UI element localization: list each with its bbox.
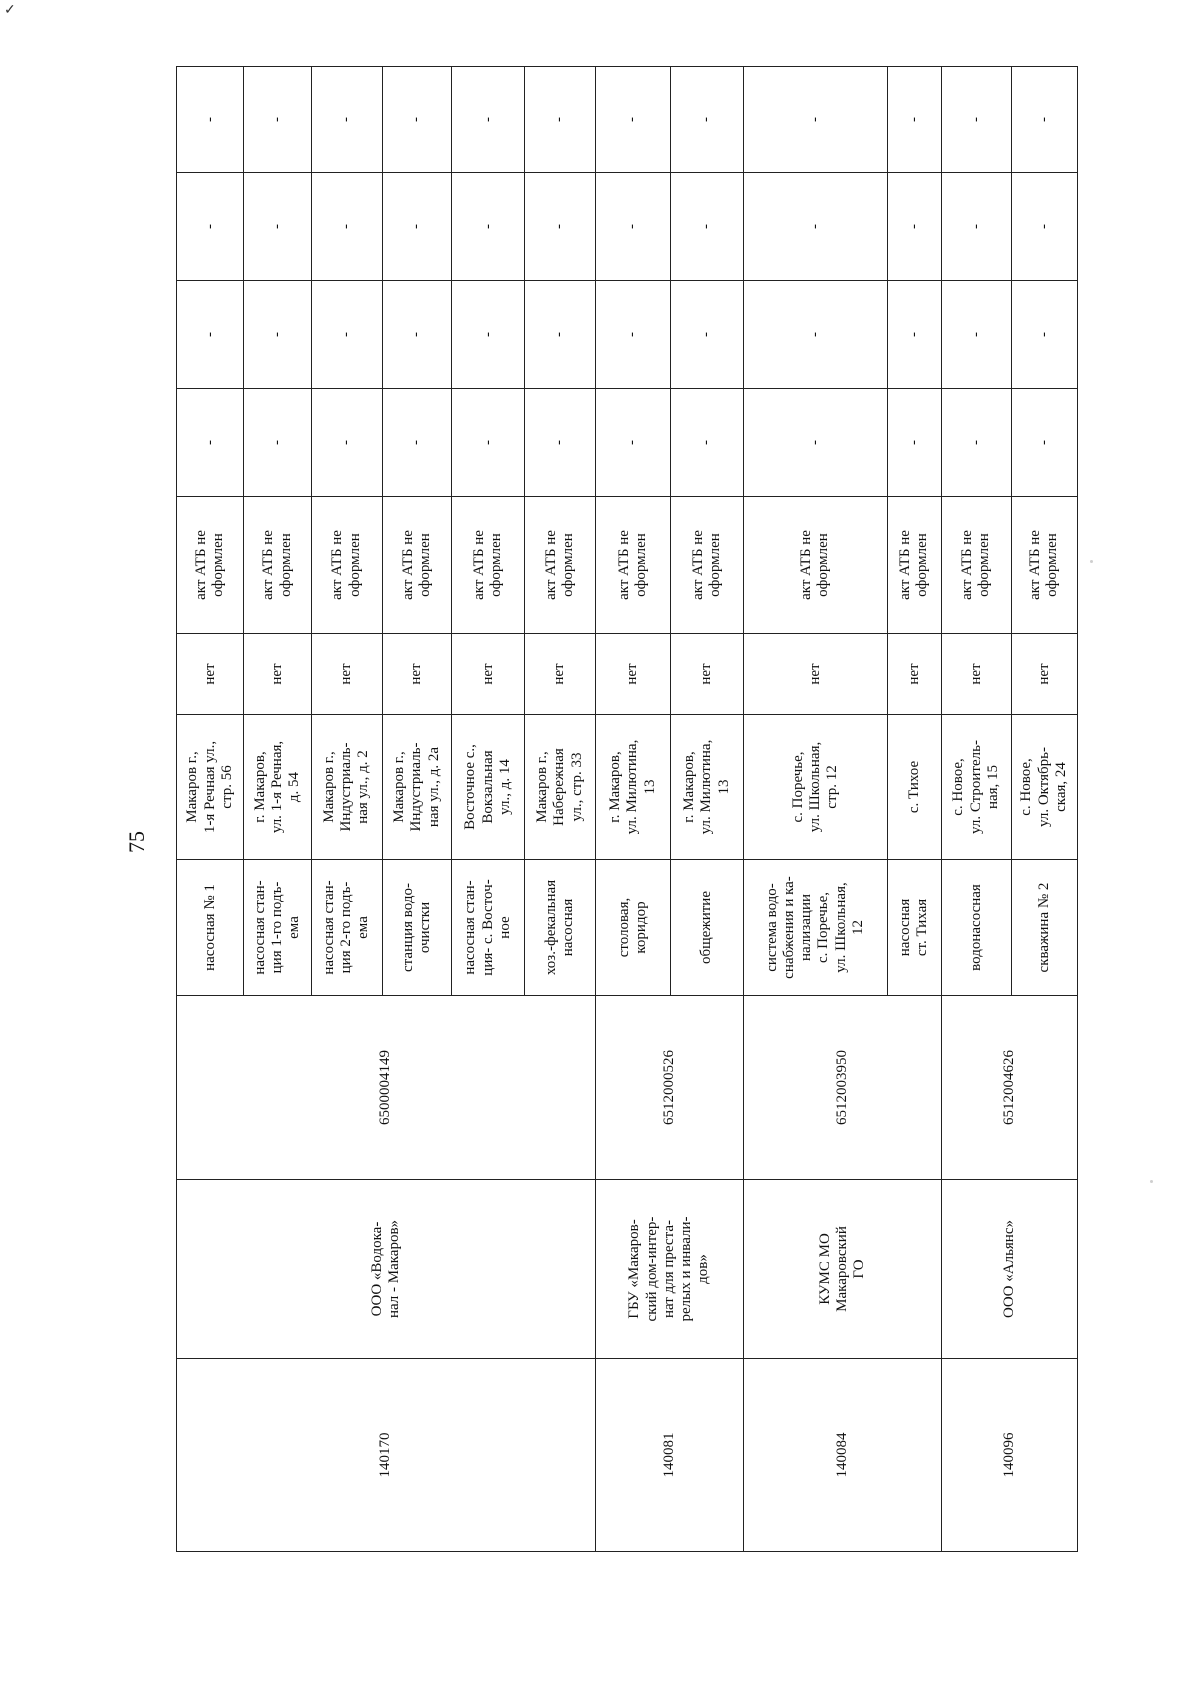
col6-cell: -	[941, 389, 1011, 497]
col6-cell: -	[525, 389, 596, 497]
act-cell: акт АТБ не оформлен	[244, 497, 311, 634]
col9-cell: -	[177, 67, 244, 173]
ats-cell: нет	[941, 634, 1011, 715]
facility-cell: насосная ст. Тихая	[887, 860, 941, 996]
col9-cell: -	[744, 67, 888, 173]
table-row	[941, 67, 1011, 1552]
col9-cell: -	[244, 67, 311, 173]
col6-cell: -	[671, 389, 744, 497]
ats-cell: нет	[525, 634, 596, 715]
col9-cell: -	[887, 67, 941, 173]
act-cell: акт АТБ не оформлен	[887, 497, 941, 634]
col8-cell: -	[671, 173, 744, 281]
act-cell: акт АТБ не оформлен	[1011, 497, 1077, 634]
col9-cell: -	[452, 67, 525, 173]
col9-cell: -	[1011, 67, 1077, 173]
col7-cell: -	[525, 281, 596, 389]
col8-cell: -	[177, 173, 244, 281]
col6-cell: -	[311, 389, 382, 497]
col7-cell: -	[941, 281, 1011, 389]
code-cell: 140170	[177, 1359, 596, 1552]
address-cell: Восточное с., Вокзальная ул., д. 14	[452, 715, 525, 860]
address-cell: с. Новое, ул. Октябрь- ская, 24	[1011, 715, 1077, 860]
act-cell: акт АТБ не оформлен	[671, 497, 744, 634]
col6-cell: -	[382, 389, 452, 497]
address-cell: с. Новое, ул. Строитель- ная, 15	[941, 715, 1011, 860]
col7-cell: -	[1011, 281, 1077, 389]
code-cell: 140084	[744, 1359, 942, 1552]
col7-cell: -	[382, 281, 452, 389]
facility-cell: скважина № 2	[1011, 860, 1077, 996]
facility-cell: водонасосная	[941, 860, 1011, 996]
inn-cell: 6512003950	[744, 996, 942, 1180]
col6-cell: -	[452, 389, 525, 497]
col9-cell: -	[941, 67, 1011, 173]
col8-cell: -	[525, 173, 596, 281]
col9-cell: -	[311, 67, 382, 173]
code-cell: 140081	[595, 1359, 743, 1552]
col8-cell: -	[311, 173, 382, 281]
col7-cell: -	[244, 281, 311, 389]
inn-cell: 6512004626	[941, 996, 1077, 1180]
col7-cell: -	[671, 281, 744, 389]
code-cell: 140096	[941, 1359, 1077, 1552]
ats-cell: нет	[744, 634, 888, 715]
address-cell: г. Макаров, ул. Милютина, 13	[595, 715, 670, 860]
data-table	[176, 66, 1078, 1552]
act-cell: акт АТБ не оформлен	[941, 497, 1011, 634]
address-cell: г. Макаров, ул. Милютина, 13	[671, 715, 744, 860]
address-cell: с. Поречье, ул. Школьная, стр. 12	[744, 715, 888, 860]
address-cell: Макаров г., Индустриаль- ная ул., д. 2а	[382, 715, 452, 860]
act-cell: акт АТБ не оформлен	[452, 497, 525, 634]
ats-cell: нет	[452, 634, 525, 715]
col9-cell: -	[671, 67, 744, 173]
org-name-cell: ООО «Водока- нал - Макаров»	[177, 1180, 596, 1359]
address-cell: Макаров г., Набережная ул., стр. 33	[525, 715, 596, 860]
col6-cell: -	[177, 389, 244, 497]
act-cell: акт АТБ не оформлен	[311, 497, 382, 634]
facility-cell: хоз.-фекальная насосная	[525, 860, 596, 996]
act-cell: акт АТБ не оформлен	[595, 497, 670, 634]
col8-cell: -	[1011, 173, 1077, 281]
org-name-cell: КУМС МО Макаровский ГО	[744, 1180, 942, 1359]
facility-cell: станция водо- очистки	[382, 860, 452, 996]
ats-cell: нет	[671, 634, 744, 715]
facility-cell: общежитие	[671, 860, 744, 996]
act-cell: акт АТБ не оформлен	[382, 497, 452, 634]
col7-cell: -	[744, 281, 888, 389]
address-cell: Макаров г., Индустриаль- ная ул., д. 2	[311, 715, 382, 860]
col6-cell: -	[744, 389, 888, 497]
org-name-cell: ГБУ «Макаров- ский дом-интер- нат для преста- релых и инвали- дов»	[595, 1180, 743, 1359]
col8-cell: -	[887, 173, 941, 281]
col7-cell: -	[177, 281, 244, 389]
corner-check-mark: ✓	[4, 3, 16, 18]
table-row	[595, 67, 670, 1552]
act-cell: акт АТБ не оформлен	[744, 497, 888, 634]
facility-cell: насосная № 1	[177, 860, 244, 996]
ats-cell: нет	[177, 634, 244, 715]
col8-cell: -	[744, 173, 888, 281]
facility-cell: столовая, коридор	[595, 860, 670, 996]
col7-cell: -	[311, 281, 382, 389]
col8-cell: -	[941, 173, 1011, 281]
ats-cell: нет	[382, 634, 452, 715]
act-cell: акт АТБ не оформлен	[177, 497, 244, 634]
facility-cell: насосная стан- ция- с. Восточ- ное	[452, 860, 525, 996]
col7-cell: -	[887, 281, 941, 389]
col7-cell: -	[595, 281, 670, 389]
org-name-cell: ООО «Альянс»	[941, 1180, 1077, 1359]
col8-cell: -	[382, 173, 452, 281]
page-number: 75	[124, 831, 149, 853]
address-cell: г. Макаров, ул. 1-я Речная, д. 54	[244, 715, 311, 860]
col6-cell: -	[887, 389, 941, 497]
ats-cell: нет	[1011, 634, 1077, 715]
col9-cell: -	[382, 67, 452, 173]
col9-cell: -	[525, 67, 596, 173]
table-row	[177, 67, 244, 1552]
col7-cell: -	[452, 281, 525, 389]
col9-cell: -	[595, 67, 670, 173]
inn-cell: 6500004149	[177, 996, 596, 1180]
inn-cell: 6512000526	[595, 996, 743, 1180]
facility-cell: насосная стан- ция 1-го подъ- ема	[244, 860, 311, 996]
col8-cell: -	[244, 173, 311, 281]
address-cell: с. Тихое	[887, 715, 941, 860]
ats-cell: нет	[311, 634, 382, 715]
col6-cell: -	[244, 389, 311, 497]
ats-cell: нет	[887, 634, 941, 715]
col6-cell: -	[1011, 389, 1077, 497]
col8-cell: -	[595, 173, 670, 281]
ats-cell: нет	[244, 634, 311, 715]
table-row	[744, 67, 888, 1552]
ats-cell: нет	[595, 634, 670, 715]
col6-cell: -	[595, 389, 670, 497]
col8-cell: -	[452, 173, 525, 281]
act-cell: акт АТБ не оформлен	[525, 497, 596, 634]
address-cell: Макаров г., 1-я Речная ул., стр. 56	[177, 715, 244, 860]
facility-cell: насосная стан- ция 2-го подъ- ема	[311, 860, 382, 996]
facility-cell: система водо- снабжения и ка- нализации с. Поречье, ул. Школьная, 12	[744, 860, 888, 996]
